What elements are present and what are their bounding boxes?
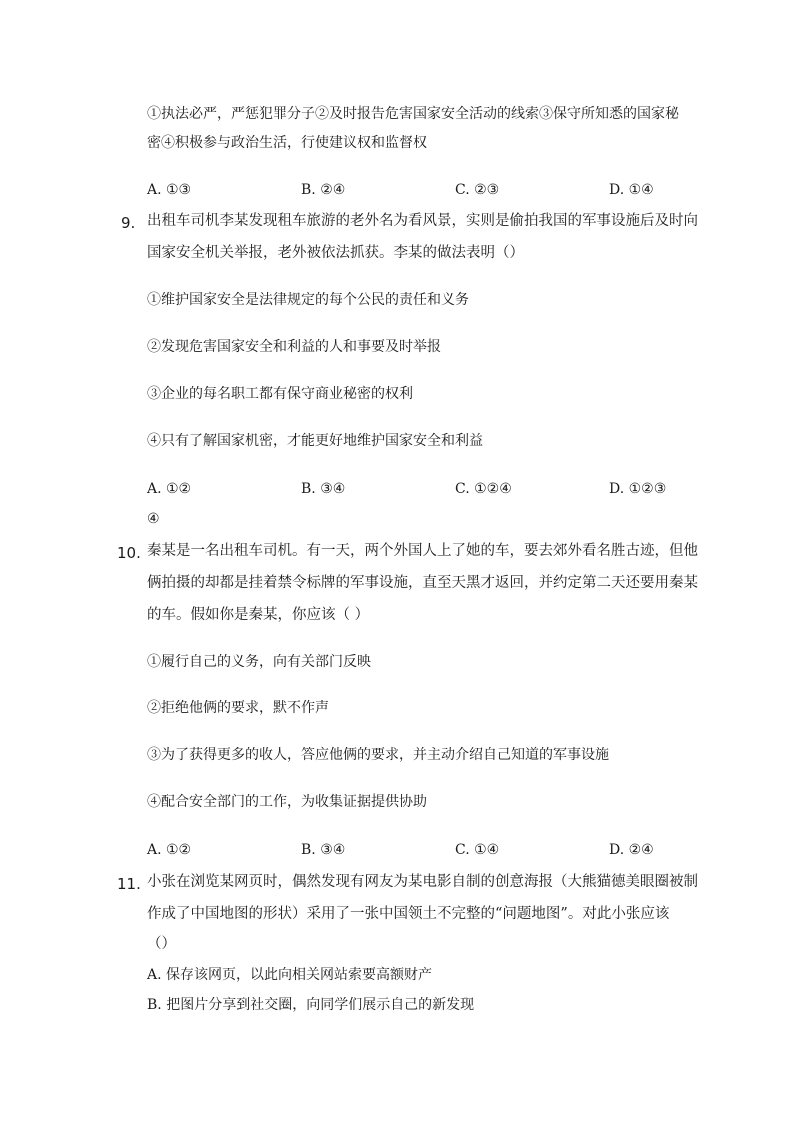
q10-statement-2: ②拒绝他俩的要求，默不作声	[147, 700, 329, 716]
q8-option-c: C. ②③	[455, 182, 500, 198]
q10-stem-line-3: 的车。假如你是秦某，你应该（ ）	[147, 607, 370, 623]
q8-statement-line-2: 密④积极参与政治生活，行使建议权和监督权	[147, 135, 427, 151]
q9-option-a: A. ①②	[147, 481, 192, 497]
q9-statement-4: ④只有了解国家机密，才能更好地维护国家安全和利益	[147, 433, 483, 449]
q11-number: 11.	[117, 875, 141, 893]
q10-option-d: D. ②④	[609, 842, 654, 858]
q11-stem-line-2: 作成了中国地图的形状）采用了一张中国领土不完整的“问题地图”。对此小张应该	[147, 906, 670, 922]
q10-number: 10.	[117, 544, 141, 562]
q10-stem-line-2: 俩拍摄的却都是挂着禁令标牌的军事设施，直至天黑才返回，并约定第二天还要用秦某	[147, 575, 698, 591]
q11-option-b: B. 把图片分享到社交圈，向同学们展示自己的新发现	[147, 997, 475, 1013]
q9-stem-line-2: 国家安全机关举报，老外被依法抓获。李某的做法表明（）	[147, 245, 524, 261]
q10-statement-1: ①履行自己的义务，向有关部门反映	[147, 654, 371, 670]
q10-statement-4: ④配合安全部门的工作，为收集证据提供协助	[147, 794, 427, 810]
q9-option-d-wrap: ④	[147, 511, 160, 527]
q10-option-c: C. ①④	[455, 842, 500, 858]
q8-option-d: D. ①④	[609, 182, 654, 198]
q11-stem-line-1: 小张在浏览某网页时，偶然发现有网友为某电影自制的创意海报（大熊猫德美眼圈被制	[147, 874, 698, 890]
q11-stem-line-3: （）	[147, 936, 176, 952]
q10-statement-3: ③为了获得更多的收人，答应他俩的要求，并主动介绍自己知道的军事设施	[147, 747, 609, 763]
q10-option-a: A. ①②	[147, 842, 192, 858]
q9-option-b: B. ③④	[301, 481, 346, 497]
q9-option-c: C. ①②④	[455, 481, 512, 497]
q8-statement-line-1: ①执法必严，严惩犯罪分子②及时报告危害国家安全活动的线索③保守所知悉的国家秘	[147, 106, 679, 122]
q9-statement-1: ①维护国家安全是法律规定的每个公民的责任和义务	[147, 292, 469, 308]
q9-statement-2: ②发现危害国家安全和利益的人和事要及时举报	[147, 339, 441, 355]
q10-option-b: B. ③④	[301, 842, 346, 858]
q9-number: 9.	[121, 214, 136, 232]
q9-statement-3: ③企业的每名职工都有保守商业秘密的权利	[147, 386, 413, 402]
q10-stem-line-1: 秦某是一名出租车司机。有一天，两个外国人上了她的车，要去郊外看名胜古迹，但他	[147, 543, 698, 559]
q9-stem-line-1: 出租车司机李某发现租车旅游的老外名为看风景，实则是偷拍我国的军事设施后及时向	[147, 213, 698, 229]
q11-option-a: A. 保存该网页，以此向相关网站索要高额财产	[147, 967, 433, 983]
q8-option-a: A. ①③	[147, 182, 192, 198]
q9-option-d: D. ①②③	[609, 481, 667, 497]
q8-option-b: B. ②④	[301, 182, 346, 198]
